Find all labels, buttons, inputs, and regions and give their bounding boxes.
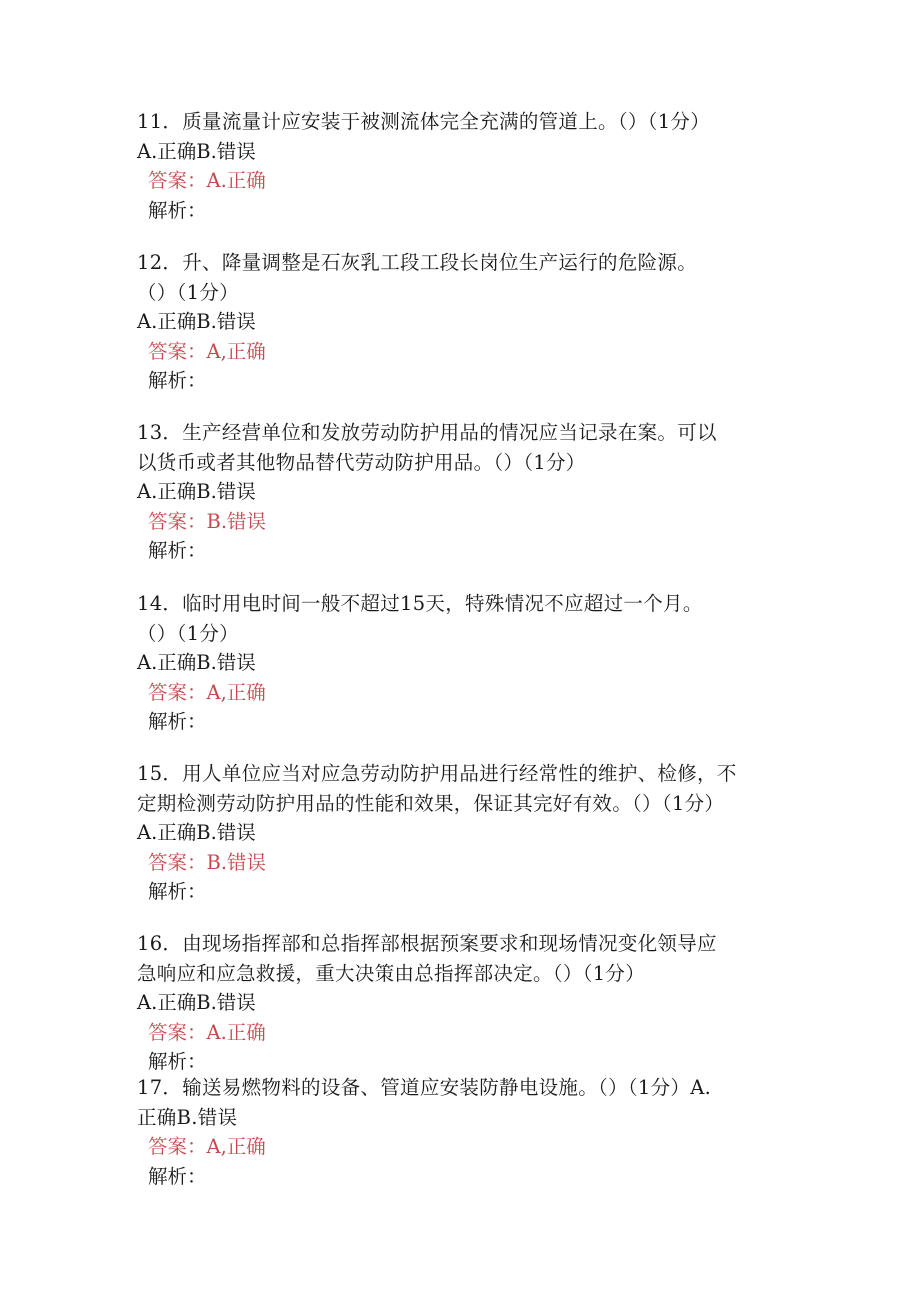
question-15 — [137, 759, 817, 907]
question-14 — [137, 589, 817, 737]
question-text-line: （）（1分） — [137, 280, 239, 304]
analysis-label: 解析： — [148, 1050, 207, 1073]
question-text-line: 以货币或者其他物品替代劳动防护用品。（）（1分） — [137, 450, 586, 474]
question-text-line: 12．升、降量调整是石灰乳工段工段长岗位生产运行的危险源。 — [137, 251, 698, 274]
question-text-line: 13．生产经营单位和发放劳动防护用品的情况应当记录在案。可以 — [137, 421, 717, 444]
question-text-line: 急响应和应急救援，重大决策由总指挥部决定。（）（1分） — [137, 961, 646, 985]
question-options: A.正确B.错误 — [137, 139, 256, 163]
question-text-line: 16．由现场指挥部和总指挥部根据预案要求和现场情况变化领导应 — [137, 932, 717, 955]
analysis-label: 解析： — [148, 539, 207, 562]
question-17 — [137, 1073, 817, 1191]
answer-text: 答案：A.正确 — [148, 1020, 266, 1044]
question-text-line: 正确B.错误 — [137, 1105, 238, 1129]
question-text-line: 15．用人单位应当对应急劳动防护用品进行经常性的维护、检修，不 — [137, 762, 737, 785]
question-text-line: 14．临时用电时间一般不超过15天，特殊情况不应超过一个月。 — [137, 592, 703, 615]
answer-text: 答案：B.错误 — [148, 850, 267, 874]
question-text-line: 定期检测劳动防护用品的性能和效果，保证其完好有效。（）（1分） — [137, 791, 725, 815]
question-options: A.正确B.错误 — [137, 821, 256, 844]
question-16 — [137, 929, 817, 1077]
question-options: A.正确B.错误 — [137, 480, 256, 503]
answer-text: 答案：A,正确 — [148, 339, 266, 363]
answer-text: 答案：A,正确 — [148, 1135, 266, 1158]
analysis-label: 解析： — [148, 710, 207, 733]
analysis-label: 解析： — [148, 198, 207, 222]
question-11 — [137, 107, 817, 225]
answer-text: 答案：A,正确 — [148, 680, 266, 704]
analysis-label: 解析： — [148, 880, 207, 903]
question-options: A.正确B.错误 — [137, 991, 256, 1014]
question-text-line: 17．输送易燃物料的设备、管道应安装防静电设施。（）（1分）A. — [137, 1076, 712, 1099]
answer-text: 答案：B.错误 — [148, 509, 267, 533]
question-13 — [137, 418, 817, 566]
answer-text: 答案：A.正确 — [148, 169, 266, 192]
question-text-line: （）（1分） — [137, 621, 239, 645]
analysis-label: 解析： — [148, 1164, 207, 1188]
analysis-label: 解析： — [148, 369, 207, 392]
question-12 — [137, 248, 817, 396]
question-options: A.正确B.错误 — [137, 651, 256, 674]
question-options: A.正确B.错误 — [137, 310, 256, 333]
question-text-line: 11．质量流量计应安装于被测流体完全充满的管道上。（）（1分） — [137, 110, 711, 133]
